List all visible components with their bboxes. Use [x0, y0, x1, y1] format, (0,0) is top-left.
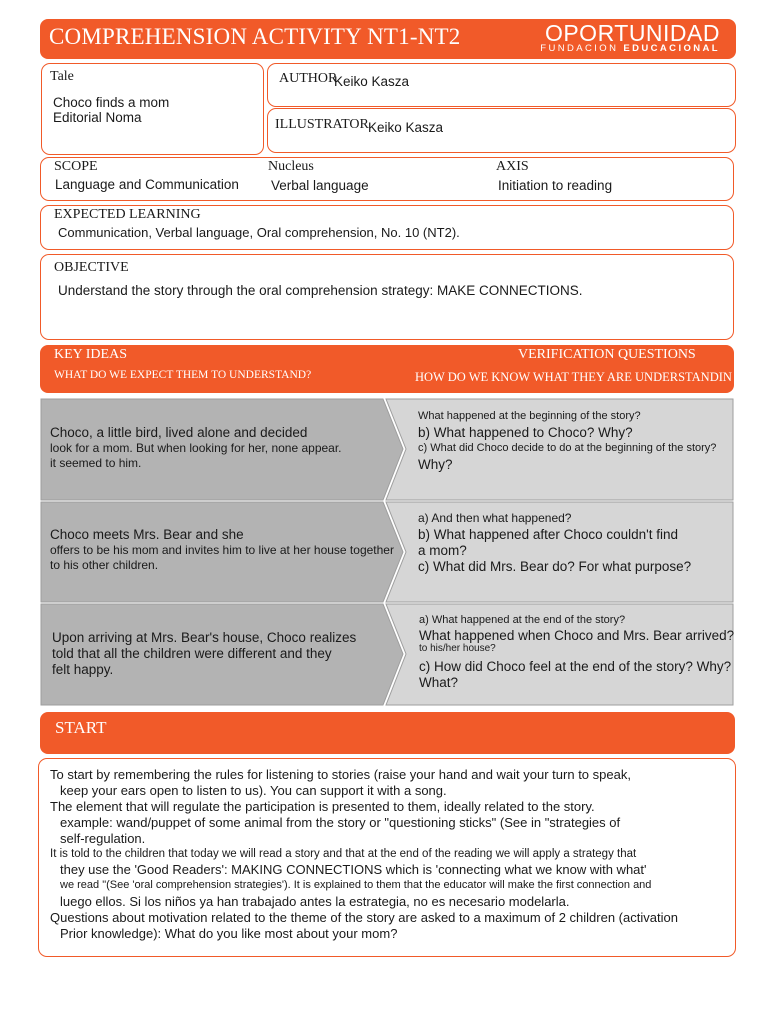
start-line: keep your ears open to listen to us). You can support it with a song. — [60, 783, 447, 798]
question-line: Why? — [418, 457, 453, 472]
key-line: felt happy. — [52, 662, 114, 677]
expected-learning-label: EXPECTED LEARNING — [54, 207, 201, 222]
question-line: to his/her house? — [419, 643, 496, 654]
tale-label: Tale — [50, 69, 74, 84]
verification-row-2 — [418, 511, 691, 575]
key-line: Choco meets Mrs. Bear and she — [50, 527, 244, 542]
tale-publisher: Editorial Noma — [53, 110, 142, 125]
key-idea-row-1 — [50, 425, 342, 471]
question-line: b) What happened after Choco couldn't find — [418, 527, 678, 542]
brand-sub-a: FUNDACION — [540, 43, 619, 54]
start-line: Prior knowledge): What do you like most about your mom? — [60, 926, 398, 941]
key-idea-row-2 — [50, 527, 394, 573]
expected-learning-box — [40, 205, 734, 250]
start-line: they use the 'Good Readers': MAKING CONNECTIONS which is 'connecting what we know with what' — [60, 862, 647, 877]
key-line: it seemed to him. — [50, 456, 142, 470]
illustrator-value: Keiko Kasza — [368, 120, 444, 135]
nucleus-label: Nucleus — [268, 159, 314, 174]
axis-value: Initiation to reading — [498, 178, 613, 193]
author-box — [267, 63, 736, 107]
header-banner — [40, 19, 736, 59]
verification-title: VERIFICATION QUESTIONS — [518, 347, 696, 362]
key-ideas-subtitle: WHAT DO WE EXPECT THEM TO UNDERSTAND? — [54, 369, 312, 381]
scope-box — [40, 157, 734, 201]
expected-learning-value: Communication, Verbal language, Oral comprehension, No. 10 (NT2). — [58, 225, 460, 240]
start-line: It is told to the children that today we will read a story and that at the end of the reading we will apply a strategy that — [50, 848, 637, 860]
tale-box — [41, 63, 264, 155]
nucleus-value: Verbal language — [271, 178, 369, 193]
author-value: Keiko Kasza — [334, 74, 410, 89]
question-line: c) What did Choco decide to do at the beginning of the story? — [418, 442, 717, 454]
illustrator-label: ILLUSTRATOR — [275, 117, 369, 132]
brand-subtitle — [540, 43, 720, 54]
question-line: What happened when Choco and Mrs. Bear arrived? — [419, 628, 735, 643]
objective-label: OBJECTIVE — [54, 260, 129, 275]
start-box — [38, 758, 736, 957]
key-ideas-grid — [40, 398, 734, 706]
key-line: offers to be his mom and invites him to live at her house together — [50, 543, 394, 557]
question-line: a mom? — [418, 543, 467, 558]
verification-subtitle: HOW DO WE KNOW WHAT THEY ARE UNDERSTANDIN — [415, 370, 732, 384]
key-ideas-header — [40, 345, 734, 393]
start-line: we read "(See 'oral comprehension strategies'). It is explained to them that the educator will make the first connection and — [60, 879, 652, 891]
objective-box — [40, 254, 734, 340]
question-line: c) How did Choco feel at the end of the story? Why? — [419, 659, 732, 674]
question-line: b) What happened to Choco? Why? — [418, 425, 633, 440]
brand-logo: OPORTUNIDAD — [544, 20, 720, 46]
axis-label: AXIS — [496, 159, 529, 174]
start-line: To start by remembering the rules for listening to stories (raise your hand and wait your turn to speak, — [50, 767, 631, 782]
scope-label: SCOPE — [54, 159, 98, 174]
question-line: c) What did Mrs. Bear do? For what purpose? — [418, 559, 692, 574]
verification-row-1 — [418, 409, 716, 473]
key-line: to his other children. — [50, 558, 159, 572]
key-line: Upon arriving at Mrs. Bear's house, Choco realizes — [52, 630, 357, 645]
objective-value: Understand the story through the oral comprehension strategy: MAKE CONNECTIONS. — [58, 283, 583, 298]
key-ideas-title: KEY IDEAS — [54, 347, 127, 362]
question-line: What? — [419, 675, 459, 690]
brand-sub-b: EDUCACIONAL — [623, 43, 720, 54]
scope-value: Language and Communication — [55, 177, 239, 192]
question-line: a) And then what happened? — [418, 511, 572, 525]
start-text — [50, 767, 678, 942]
start-line: The element that will regulate the participation is presented to them, ideally related to the story. — [50, 799, 595, 814]
start-label: START — [55, 718, 107, 737]
start-line: Questions about motivation related to the theme of the story are asked to a maximum of 2 children (activation — [50, 910, 678, 925]
key-line: look for a mom. But when looking for her, none appear. — [50, 441, 342, 455]
question-line: What happened at the beginning of the story? — [418, 410, 641, 422]
author-label: AUTHOR — [279, 71, 338, 86]
key-line: Choco, a little bird, lived alone and decided — [50, 425, 308, 440]
verification-row-3 — [419, 613, 734, 691]
tale-title: Choco finds a mom — [53, 95, 170, 110]
start-header — [40, 712, 735, 754]
start-line: luego ellos. Si los niños ya han trabajado antes la estrategia, no es necesario modelarla. — [60, 894, 570, 909]
illustrator-box — [267, 108, 736, 153]
key-idea-row-3 — [52, 630, 356, 678]
question-line: a) What happened at the end of the story? — [419, 614, 626, 626]
page-title: COMPREHENSION ACTIVITY NT1-NT2 — [49, 24, 461, 49]
start-line: example: wand/puppet of some animal from the story or "questioning sticks" (See in "strategies of — [60, 815, 621, 830]
start-line: self-regulation. — [60, 831, 146, 846]
key-line: told that all the children were different and they — [52, 646, 332, 661]
